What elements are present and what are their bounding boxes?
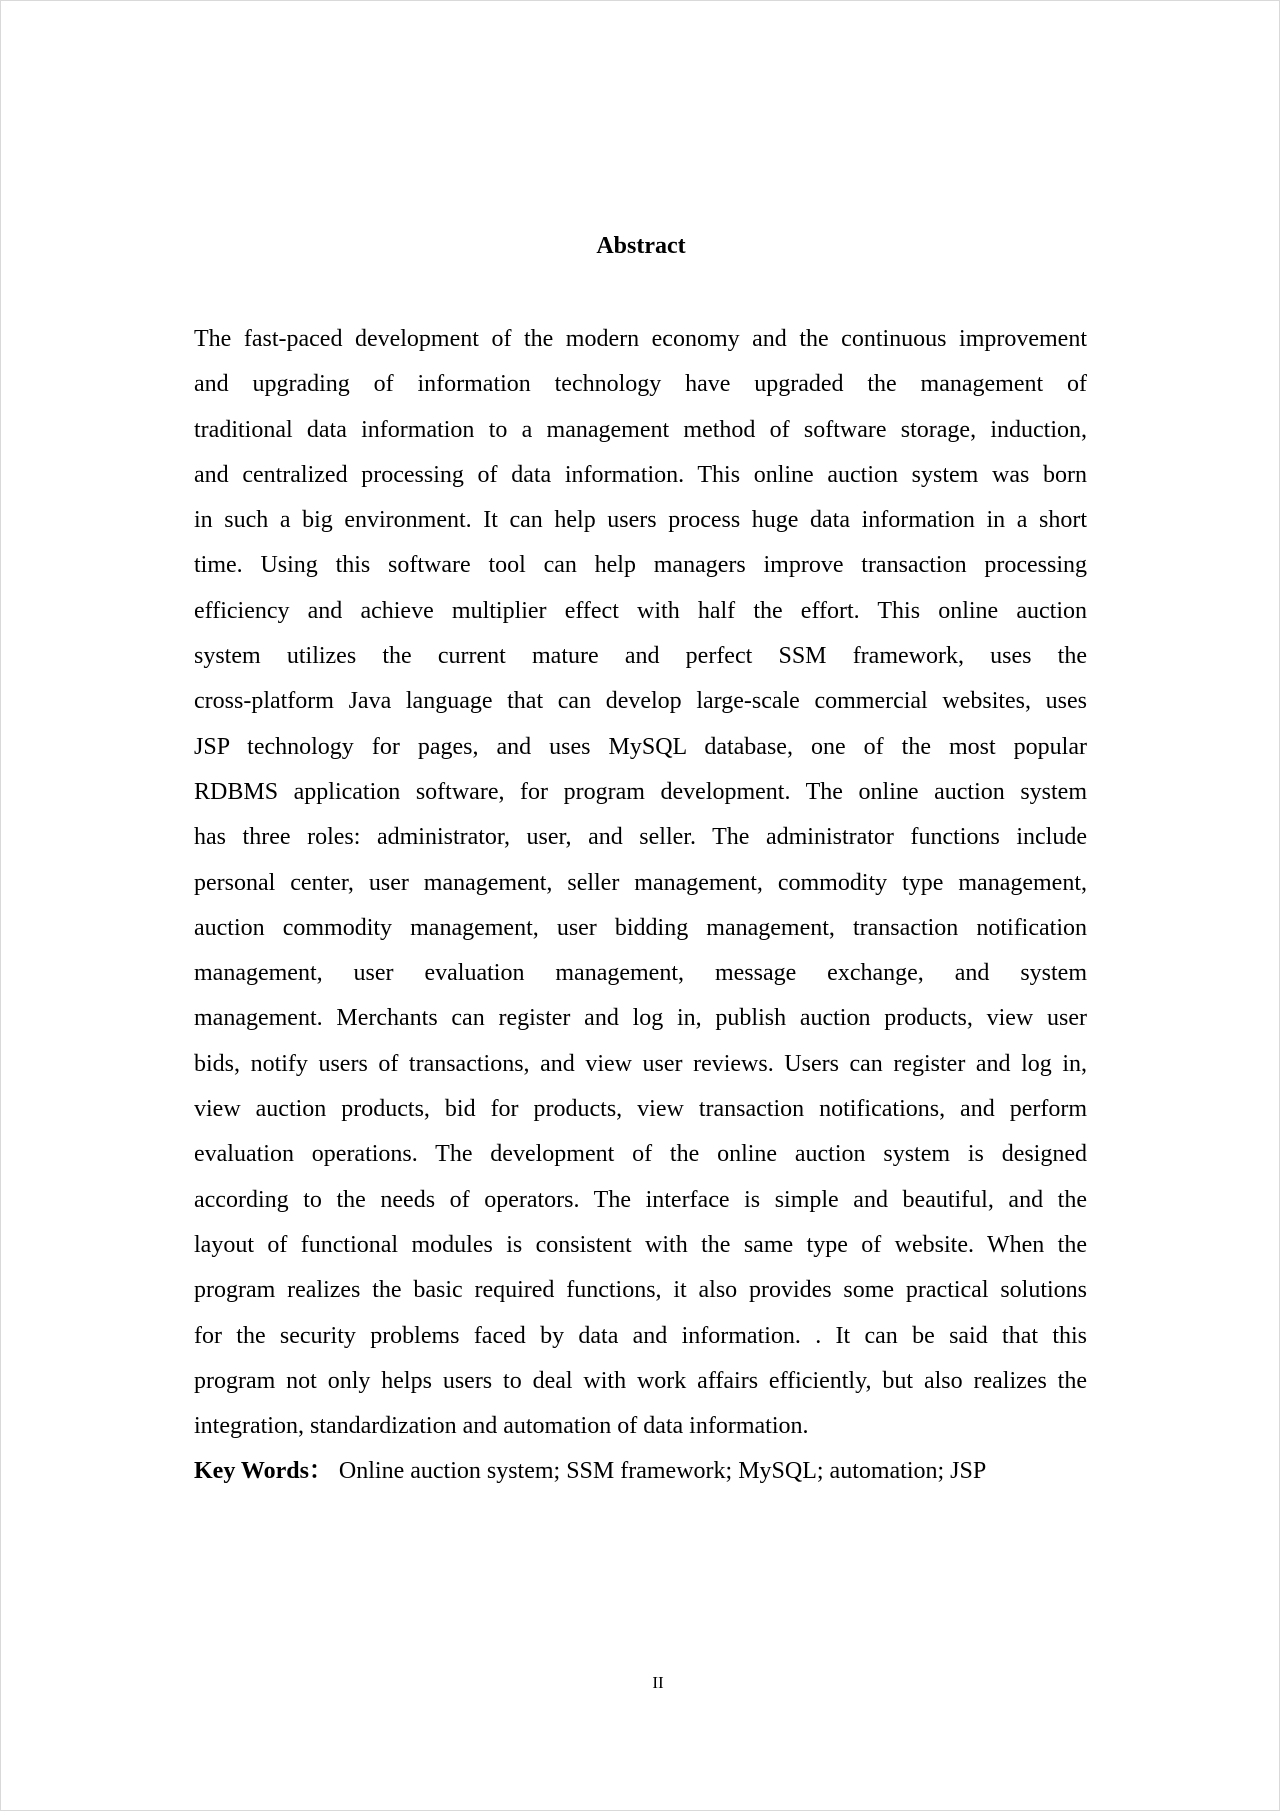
keywords-value: Online auction system; SSM framework; MySQL; automation; JSP [332, 1458, 987, 1485]
abstract-line: evaluation operations. The development of the online auction system is designed [194, 1141, 1087, 1168]
abstract-line: for the security problems faced by data and information. . It can be said that this [194, 1322, 1087, 1349]
abstract-title: Abstract [596, 233, 686, 259]
abstract-line: RDBMS application software, for program development. The online auction system [194, 778, 1087, 805]
abstract-line: integration, standardization and automation of data information. [194, 1413, 809, 1440]
abstract-line: management, user evaluation management, message exchange, and system [194, 960, 1087, 987]
abstract-line: layout of functional modules is consistent with the same type of website. When the [194, 1231, 1087, 1258]
abstract-line: according to the needs of operators. The interface is simple and beautiful, and the [194, 1186, 1087, 1213]
keywords-line [194, 1449, 1087, 1494]
abstract-line: auction commodity management, user bidding management, transaction notification [194, 914, 1087, 941]
abstract-line: The fast-paced development of the modern economy and the continuous improvement [194, 326, 1087, 352]
abstract-line: program realizes the basic required functions, it also provides some practical solutions [194, 1277, 1087, 1304]
abstract-line: system utilizes the current mature and perfect SSM framework, uses the [194, 643, 1087, 670]
abstract-line: management. Merchants can register and log in, publish auction products, view user [194, 1005, 1087, 1032]
abstract-line: bids, notify users of transactions, and view user reviews. Users can register and log in, [194, 1050, 1087, 1077]
abstract-body [194, 317, 1087, 1495]
abstract-line: and upgrading of information technology have upgraded the management of [194, 371, 1087, 398]
abstract-line: efficiency and achieve multiplier effect with half the effort. This online auction [194, 597, 1087, 624]
abstract-line: cross-platform Java language that can develop large-scale commercial websites, uses [194, 688, 1087, 715]
abstract-line: and centralized processing of data information. This online auction system was born [194, 461, 1087, 488]
abstract-line: in such a big environment. It can help users process huge data information in a short [194, 507, 1087, 534]
abstract-line: program not only helps users to deal with work affairs efficiently, but also realizes the [194, 1367, 1087, 1394]
abstract-line: time. Using this software tool can help managers improve transaction processing [194, 552, 1087, 579]
abstract-line: JSP technology for pages, and uses MySQL database, one of the most popular [194, 733, 1087, 760]
keywords-label: Key Words： [194, 1458, 333, 1485]
abstract-line: view auction products, bid for products, view transaction notifications, and perform [194, 1096, 1087, 1123]
abstract-line: has three roles: administrator, user, and seller. The administrator functions include [194, 824, 1087, 851]
abstract-line: personal center, user management, seller management, commodity type management, [194, 869, 1087, 896]
abstract-line: traditional data information to a management method of software storage, induction, [194, 416, 1087, 443]
page-number: II [652, 1673, 664, 1692]
